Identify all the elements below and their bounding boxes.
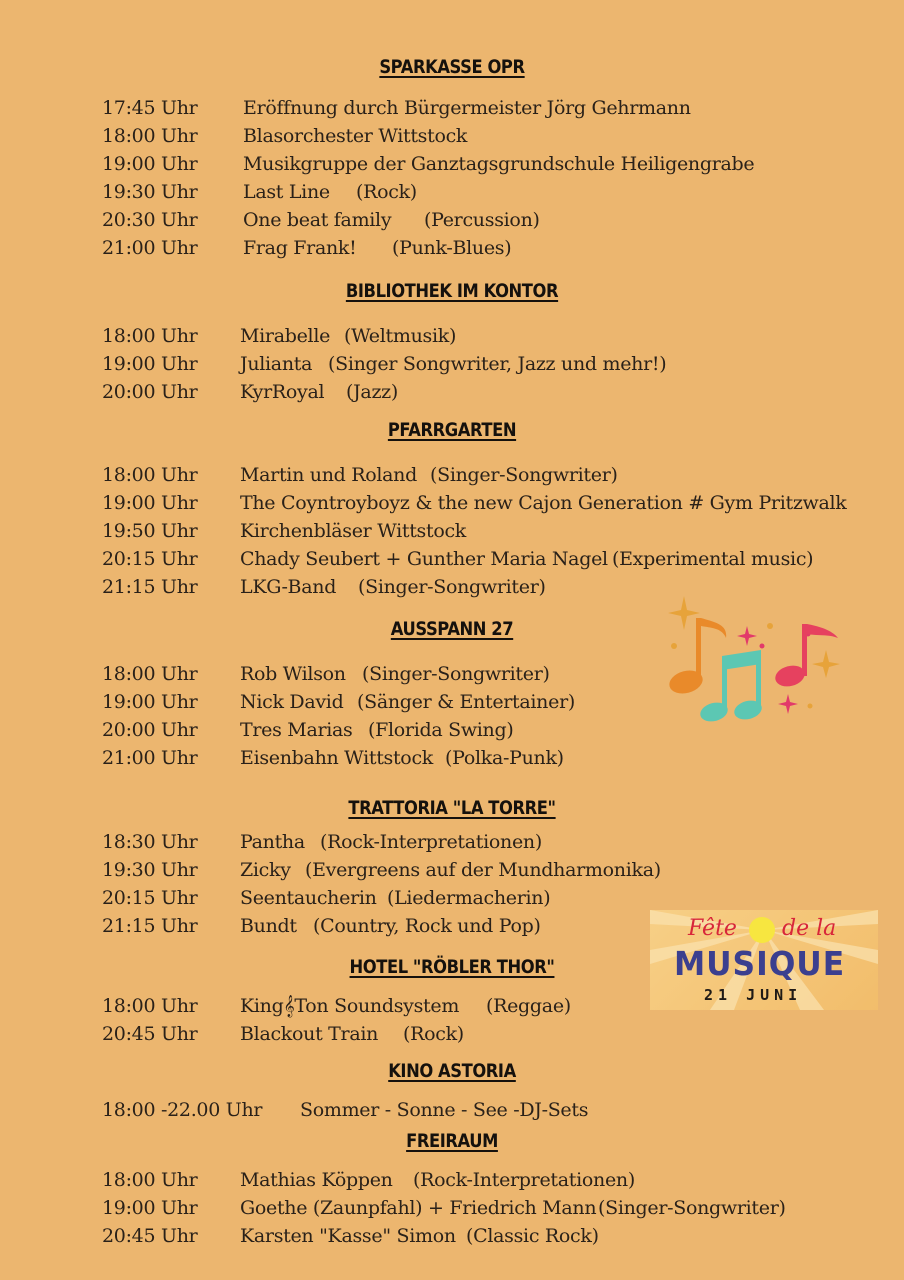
time: 21:15 Uhr <box>102 576 198 598</box>
time: 20:00 Uhr <box>102 381 198 403</box>
section-title: BIBLIOTHEK IM KONTOR <box>345 280 559 302</box>
genre: (Classic Rock) <box>466 1225 599 1247</box>
genre: (Singer-Songwriter) <box>430 464 618 486</box>
time: 18:00 Uhr <box>102 995 198 1017</box>
act: King𝄞Ton Soundsystem <box>240 995 460 1017</box>
schedule-row <box>102 884 551 912</box>
schedule-row <box>102 517 467 545</box>
section-title: PFARRGARTEN <box>387 419 517 441</box>
genre: (Sänger & Entertainer) <box>357 691 575 713</box>
schedule-row <box>102 461 618 489</box>
time: 19:00 Uhr <box>102 492 198 514</box>
logo-fete: Fête <box>688 916 737 941</box>
time: 18:00 Uhr <box>102 1169 198 1191</box>
schedule-row <box>102 856 661 884</box>
act: Pantha <box>240 831 305 853</box>
schedule-row <box>102 1166 635 1194</box>
act: Frag Frank! <box>243 237 357 259</box>
time: 19:30 Uhr <box>102 859 198 881</box>
genre: (Percussion) <box>424 209 540 231</box>
time: 19:50 Uhr <box>102 520 198 542</box>
schedule-row <box>102 1096 589 1124</box>
music-notes-icon <box>662 594 842 730</box>
time: 18:00 Uhr <box>102 663 198 685</box>
act: LKG-Band <box>240 576 337 598</box>
time: 19:00 Uhr <box>102 1197 198 1219</box>
schedule-row <box>102 1222 599 1250</box>
time: 19:30 Uhr <box>102 181 198 203</box>
genre: (Evergreens auf der Mundharmonika) <box>305 859 661 881</box>
schedule-row <box>102 573 546 601</box>
act: Eröffnung durch Bürgermeister Jörg Gehrmann <box>243 97 691 119</box>
schedule-row <box>102 350 667 378</box>
time: 20:15 Uhr <box>102 887 198 909</box>
genre: (Rock) <box>403 1023 464 1045</box>
time: 18:00 Uhr <box>102 125 198 147</box>
time: 19:00 Uhr <box>102 353 198 375</box>
time: 18:00 Uhr <box>102 464 198 486</box>
act: Mathias Köppen <box>240 1169 393 1191</box>
time: 19:00 Uhr <box>102 691 198 713</box>
act: Kirchenbläser Wittstock <box>240 520 467 542</box>
act: Julianta <box>240 353 313 375</box>
genre: (Country, Rock und Pop) <box>313 915 541 937</box>
act: Blackout Train <box>240 1023 379 1045</box>
schedule-row <box>102 912 541 940</box>
time: 17:45 Uhr <box>102 97 198 119</box>
time: 20:45 Uhr <box>102 1023 198 1045</box>
act: Mirabelle <box>240 325 331 347</box>
genre: (Weltmusik) <box>344 325 457 347</box>
act: One beat family <box>243 209 392 231</box>
genre: (Reggae) <box>486 995 571 1017</box>
act: Bundt <box>240 915 297 937</box>
time: 18:30 Uhr <box>102 831 198 853</box>
logo-de-la: de la <box>782 916 837 941</box>
schedule-row <box>102 322 457 350</box>
fete-de-la-musique-logo <box>650 910 878 1010</box>
schedule-row <box>102 716 514 744</box>
act: Zicky <box>240 859 291 881</box>
section-title: AUSSPANN 27 <box>390 618 514 640</box>
schedule-row <box>102 1194 786 1222</box>
schedule-row <box>102 1020 464 1048</box>
schedule-row <box>102 660 550 688</box>
time: 21:00 Uhr <box>102 237 198 259</box>
act: Chady Seubert + Gunther Maria Nagel <box>240 548 608 570</box>
time: 21:00 Uhr <box>102 747 198 769</box>
act: Sommer - Sonne - See -DJ-Sets <box>300 1099 589 1121</box>
logo-date: 21 JUNI <box>704 986 803 1004</box>
time: 18:00 -22.00 Uhr <box>102 1099 263 1121</box>
logo-musique: MUSIQUE <box>674 944 846 983</box>
genre: (Rock) <box>356 181 417 203</box>
genre: (Liedermacherin) <box>387 887 551 909</box>
section-title: FREIRAUM <box>406 1130 498 1152</box>
genre: (Singer-Songwriter) <box>358 576 546 598</box>
act: Seentaucherin <box>240 887 377 909</box>
time: 20:15 Uhr <box>102 548 198 570</box>
schedule-row <box>102 234 512 262</box>
schedule-row <box>102 828 542 856</box>
section-title: TRATTORIA "LA TORRE" <box>348 797 556 819</box>
act: Blasorchester Wittstock <box>243 125 468 147</box>
act: KyrRoyal <box>240 381 325 403</box>
act: Goethe (Zaunpfahl) + Friedrich Mann <box>240 1197 597 1219</box>
time: 19:00 Uhr <box>102 153 198 175</box>
time: 21:15 Uhr <box>102 915 198 937</box>
time: 18:00 Uhr <box>102 325 198 347</box>
schedule-row <box>102 744 564 772</box>
genre: (Punk-Blues) <box>392 237 512 259</box>
schedule-row <box>102 688 575 716</box>
time: 20:45 Uhr <box>102 1225 198 1247</box>
genre: (Rock-Interpretationen) <box>320 831 542 853</box>
act: The Coyntroyboyz & the new Cajon Generation # Gym Pritzwalk <box>240 492 847 514</box>
act: Eisenbahn Wittstock <box>240 747 434 769</box>
schedule-row <box>102 178 417 206</box>
schedule-row <box>102 94 691 122</box>
act: Last Line <box>243 181 330 203</box>
schedule-row <box>102 378 398 406</box>
genre: (Polka-Punk) <box>445 747 564 769</box>
genre: (Jazz) <box>346 381 398 403</box>
section-title: HOTEL "RÖBLER THOR" <box>349 956 555 978</box>
act: Rob Wilson <box>240 663 346 685</box>
genre: (Experimental music) <box>612 548 814 570</box>
schedule-row <box>102 206 540 234</box>
schedule-row <box>102 150 755 178</box>
act: Tres Marias <box>240 719 353 741</box>
act: Martin und Roland <box>240 464 417 486</box>
schedule-row <box>102 489 847 517</box>
genre: (Singer Songwriter, Jazz und mehr!) <box>328 353 667 375</box>
act: Musikgruppe der Ganztagsgrundschule Heiligengrabe <box>243 153 755 175</box>
schedule-row <box>102 992 571 1020</box>
genre: (Florida Swing) <box>368 719 514 741</box>
time: 20:30 Uhr <box>102 209 198 231</box>
schedule-row <box>102 545 814 573</box>
schedule-row <box>102 122 468 150</box>
genre: (Singer-Songwriter) <box>362 663 550 685</box>
genre: (Singer-Songwriter) <box>598 1197 786 1219</box>
section-title: SPARKASSE OPR <box>379 56 525 78</box>
act: Nick David <box>240 691 344 713</box>
time: 20:00 Uhr <box>102 719 198 741</box>
section-title: KINO ASTORIA <box>388 1060 516 1082</box>
act: Karsten "Kasse" Simon <box>240 1225 456 1247</box>
genre: (Rock-Interpretationen) <box>413 1169 635 1191</box>
